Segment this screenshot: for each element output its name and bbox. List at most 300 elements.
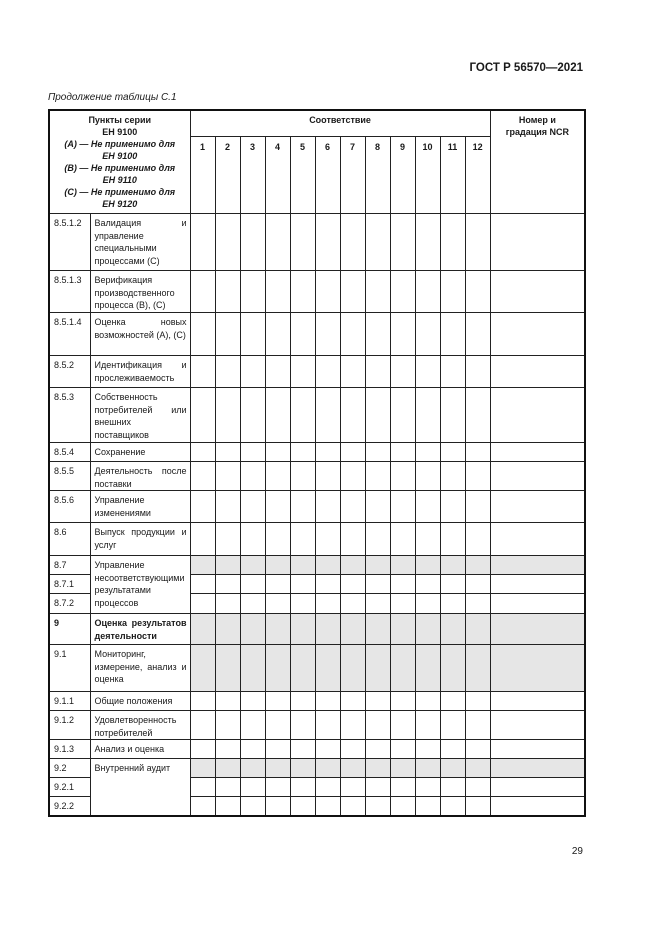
conformity-cell[interactable] bbox=[440, 462, 465, 491]
conformity-cell[interactable] bbox=[315, 443, 340, 462]
ncr-cell[interactable] bbox=[490, 759, 585, 778]
conformity-cell[interactable] bbox=[440, 740, 465, 759]
conformity-cell[interactable] bbox=[340, 491, 365, 523]
ncr-cell[interactable] bbox=[490, 313, 585, 356]
clause-code: 9.2.1 bbox=[49, 778, 90, 797]
compliance-table bbox=[48, 109, 586, 817]
conformity-cell[interactable] bbox=[390, 759, 415, 778]
conformity-cell[interactable] bbox=[340, 759, 365, 778]
conformity-cell[interactable] bbox=[240, 271, 265, 313]
conformity-cell[interactable] bbox=[440, 575, 465, 594]
conformity-cell[interactable] bbox=[315, 388, 340, 443]
conformity-cell[interactable] bbox=[240, 614, 265, 645]
conformity-cell[interactable] bbox=[190, 556, 215, 575]
note-c-line2: ЕН 9120 bbox=[102, 199, 138, 209]
conformity-cell[interactable] bbox=[365, 594, 390, 614]
conformity-cell[interactable] bbox=[190, 759, 215, 778]
conformity-cell[interactable] bbox=[415, 523, 440, 556]
ncr-cell[interactable] bbox=[490, 356, 585, 388]
conformity-cell[interactable] bbox=[240, 388, 265, 443]
conformity-number-cell: 5 bbox=[290, 136, 315, 213]
conformity-cell[interactable] bbox=[415, 594, 440, 614]
conformity-cell[interactable] bbox=[440, 443, 465, 462]
conformity-cell[interactable] bbox=[465, 692, 490, 711]
conformity-cell[interactable] bbox=[215, 797, 240, 816]
conformity-cell[interactable] bbox=[190, 797, 215, 816]
conformity-cell[interactable] bbox=[215, 740, 240, 759]
conformity-cell[interactable] bbox=[465, 556, 490, 575]
ncr-cell[interactable] bbox=[490, 614, 585, 645]
conformity-cell[interactable] bbox=[465, 356, 490, 388]
conformity-cell[interactable] bbox=[215, 462, 240, 491]
conformity-cell[interactable] bbox=[390, 645, 415, 692]
conformity-cell[interactable] bbox=[365, 523, 390, 556]
conformity-cell[interactable] bbox=[415, 443, 440, 462]
conformity-cell[interactable] bbox=[365, 759, 390, 778]
ncr-cell[interactable] bbox=[490, 740, 585, 759]
conformity-cell[interactable] bbox=[190, 778, 215, 797]
conformity-cell[interactable] bbox=[315, 356, 340, 388]
conformity-cell[interactable] bbox=[240, 740, 265, 759]
ncr-cell[interactable] bbox=[490, 575, 585, 594]
conformity-cell[interactable] bbox=[215, 523, 240, 556]
conformity-cell[interactable] bbox=[340, 778, 365, 797]
note-c-line1: (С) — Не применимо для bbox=[64, 187, 176, 197]
conformity-cell[interactable] bbox=[365, 575, 390, 594]
conformity-cell[interactable] bbox=[215, 356, 240, 388]
conformity-cell[interactable] bbox=[265, 356, 290, 388]
conformity-cell[interactable] bbox=[290, 491, 315, 523]
note-a-line1: (А) — Не применимо для bbox=[64, 139, 176, 149]
ncr-cell[interactable] bbox=[490, 711, 585, 740]
conformity-cell[interactable] bbox=[265, 556, 290, 575]
conformity-cell[interactable] bbox=[265, 523, 290, 556]
ncr-cell[interactable] bbox=[490, 214, 585, 271]
conformity-cell[interactable] bbox=[415, 491, 440, 523]
conformity-cell[interactable] bbox=[265, 692, 290, 711]
conformity-cell[interactable] bbox=[340, 388, 365, 443]
conformity-cell[interactable] bbox=[240, 443, 265, 462]
table-row bbox=[49, 388, 585, 443]
conformity-cell[interactable] bbox=[340, 313, 365, 356]
conformity-cell[interactable] bbox=[265, 778, 290, 797]
table-row bbox=[49, 692, 585, 711]
conformity-cell[interactable] bbox=[240, 556, 265, 575]
conformity-cell[interactable] bbox=[465, 759, 490, 778]
conformity-cell[interactable] bbox=[265, 462, 290, 491]
conformity-cell[interactable] bbox=[315, 645, 340, 692]
conformity-cell[interactable] bbox=[465, 462, 490, 491]
conformity-cell[interactable] bbox=[240, 594, 265, 614]
conformity-cell[interactable] bbox=[215, 614, 240, 645]
conformity-cell[interactable] bbox=[315, 614, 340, 645]
table-row bbox=[49, 759, 585, 778]
conformity-cell[interactable] bbox=[340, 740, 365, 759]
table-row bbox=[49, 556, 585, 575]
conformity-cell[interactable] bbox=[290, 271, 315, 313]
ncr-cell[interactable] bbox=[490, 797, 585, 816]
ncr-cell[interactable] bbox=[490, 443, 585, 462]
conformity-cell[interactable] bbox=[315, 759, 340, 778]
conformity-cell[interactable] bbox=[240, 462, 265, 491]
ncr-cell[interactable] bbox=[490, 271, 585, 313]
conformity-cell[interactable] bbox=[415, 575, 440, 594]
conformity-cell[interactable] bbox=[315, 462, 340, 491]
conformity-cell[interactable] bbox=[415, 692, 440, 711]
conformity-cell[interactable] bbox=[415, 313, 440, 356]
conformity-cell[interactable] bbox=[290, 523, 315, 556]
conformity-cell[interactable] bbox=[190, 313, 215, 356]
clause-description: Управление несоответствующими результатами процессов bbox=[90, 556, 190, 614]
conformity-cell[interactable] bbox=[415, 759, 440, 778]
conformity-cell[interactable] bbox=[290, 692, 315, 711]
conformity-cell[interactable] bbox=[365, 271, 390, 313]
conformity-cell[interactable] bbox=[390, 523, 415, 556]
conformity-cell[interactable] bbox=[390, 356, 415, 388]
ncr-cell[interactable] bbox=[490, 523, 585, 556]
note-b-line1: (В) — Не применимо для bbox=[64, 163, 176, 173]
conformity-cell[interactable] bbox=[440, 313, 465, 356]
conformity-cell[interactable] bbox=[390, 271, 415, 313]
conformity-cell[interactable] bbox=[190, 575, 215, 594]
ncr-cell[interactable] bbox=[490, 556, 585, 575]
conformity-cell[interactable] bbox=[440, 645, 465, 692]
conformity-cell[interactable] bbox=[415, 740, 440, 759]
conformity-cell[interactable] bbox=[440, 759, 465, 778]
conformity-cell[interactable] bbox=[440, 692, 465, 711]
conformity-cell[interactable] bbox=[415, 614, 440, 645]
clause-description: Оценка новых возможностей (А), (С) bbox=[90, 313, 190, 356]
conformity-cell[interactable] bbox=[215, 778, 240, 797]
page-number: 29 bbox=[571, 846, 583, 857]
conformity-cell[interactable] bbox=[190, 711, 215, 740]
conformity-number-cell: 8 bbox=[365, 136, 390, 213]
conformity-cell[interactable] bbox=[290, 443, 315, 462]
conformity-cell[interactable] bbox=[215, 443, 240, 462]
conformity-cell[interactable] bbox=[215, 575, 240, 594]
conformity-cell[interactable] bbox=[465, 523, 490, 556]
conformity-cell[interactable] bbox=[415, 645, 440, 692]
conformity-cell[interactable] bbox=[340, 523, 365, 556]
conformity-cell[interactable] bbox=[390, 214, 415, 271]
conformity-cell[interactable] bbox=[465, 778, 490, 797]
conformity-cell[interactable] bbox=[190, 443, 215, 462]
conformity-cell[interactable] bbox=[415, 778, 440, 797]
conformity-cell[interactable] bbox=[215, 645, 240, 692]
conformity-cell[interactable] bbox=[390, 462, 415, 491]
conformity-cell[interactable] bbox=[315, 740, 340, 759]
conformity-cell[interactable] bbox=[465, 313, 490, 356]
conformity-cell[interactable] bbox=[290, 594, 315, 614]
clause-code: 8.5.1.2 bbox=[49, 214, 90, 271]
conformity-cell[interactable] bbox=[415, 388, 440, 443]
conformity-cell[interactable] bbox=[215, 313, 240, 356]
points-column-header bbox=[49, 110, 190, 214]
conformity-cell[interactable] bbox=[340, 692, 365, 711]
conformity-cell[interactable] bbox=[265, 614, 290, 645]
conformity-cell[interactable] bbox=[365, 778, 390, 797]
conformity-cell[interactable] bbox=[465, 797, 490, 816]
conformity-cell[interactable] bbox=[465, 491, 490, 523]
conformity-cell[interactable] bbox=[390, 711, 415, 740]
conformity-cell[interactable] bbox=[465, 575, 490, 594]
conformity-cell[interactable] bbox=[190, 645, 215, 692]
ncr-header-line1: Номер и bbox=[518, 115, 556, 125]
conformity-cell[interactable] bbox=[190, 356, 215, 388]
conformity-cell[interactable] bbox=[190, 271, 215, 313]
conformity-cell[interactable] bbox=[265, 443, 290, 462]
conformity-cell[interactable] bbox=[390, 556, 415, 575]
conformity-cell[interactable] bbox=[240, 778, 265, 797]
conformity-cell[interactable] bbox=[265, 594, 290, 614]
conformity-cell[interactable] bbox=[265, 797, 290, 816]
table-row bbox=[49, 313, 585, 356]
conformity-cell[interactable] bbox=[265, 759, 290, 778]
conformity-cell[interactable] bbox=[440, 594, 465, 614]
clause-description: Мониторинг, измерение, анализ и оценка bbox=[90, 645, 190, 692]
conformity-cell[interactable] bbox=[365, 462, 390, 491]
clause-code: 9.1.1 bbox=[49, 692, 90, 711]
clause-code: 9 bbox=[49, 614, 90, 645]
note-a-line2: ЕН 9100 bbox=[102, 151, 138, 161]
conformity-cell[interactable] bbox=[240, 711, 265, 740]
conformity-cell[interactable] bbox=[365, 356, 390, 388]
conformity-cell[interactable] bbox=[390, 797, 415, 816]
conformity-number-cell: 7 bbox=[340, 136, 365, 213]
conformity-cell[interactable] bbox=[240, 692, 265, 711]
ncr-cell[interactable] bbox=[490, 462, 585, 491]
conformity-cell[interactable] bbox=[190, 740, 215, 759]
ncr-cell[interactable] bbox=[490, 388, 585, 443]
conformity-cell[interactable] bbox=[290, 214, 315, 271]
conformity-cell[interactable] bbox=[415, 462, 440, 491]
conformity-cell[interactable] bbox=[390, 614, 415, 645]
conformity-cell[interactable] bbox=[440, 388, 465, 443]
conformity-cell[interactable] bbox=[365, 313, 390, 356]
conformity-cell[interactable] bbox=[365, 388, 390, 443]
ncr-cell[interactable] bbox=[490, 645, 585, 692]
conformity-cell[interactable] bbox=[415, 214, 440, 271]
conformity-cell[interactable] bbox=[315, 214, 340, 271]
conformity-cell[interactable] bbox=[465, 271, 490, 313]
conformity-cell[interactable] bbox=[365, 614, 390, 645]
conformity-cell[interactable] bbox=[365, 556, 390, 575]
conformity-cell[interactable] bbox=[265, 491, 290, 523]
conformity-cell[interactable] bbox=[290, 575, 315, 594]
conformity-cell[interactable] bbox=[240, 523, 265, 556]
conformity-cell[interactable] bbox=[340, 462, 365, 491]
conformity-cell[interactable] bbox=[365, 645, 390, 692]
ncr-cell[interactable] bbox=[490, 778, 585, 797]
conformity-cell[interactable] bbox=[190, 388, 215, 443]
conformity-cell[interactable] bbox=[390, 778, 415, 797]
conformity-cell[interactable] bbox=[465, 711, 490, 740]
conformity-cell[interactable] bbox=[215, 214, 240, 271]
table-row bbox=[49, 271, 585, 313]
conformity-cell[interactable] bbox=[440, 711, 465, 740]
conformity-cell[interactable] bbox=[290, 711, 315, 740]
conformity-cell[interactable] bbox=[440, 797, 465, 816]
table-row bbox=[49, 740, 585, 759]
conformity-cell[interactable] bbox=[440, 271, 465, 313]
conformity-cell[interactable] bbox=[215, 692, 240, 711]
conformity-cell[interactable] bbox=[465, 740, 490, 759]
conformity-cell[interactable] bbox=[465, 645, 490, 692]
conformity-cell[interactable] bbox=[390, 443, 415, 462]
conformity-number-cell: 10 bbox=[415, 136, 440, 213]
conformity-cell[interactable] bbox=[340, 556, 365, 575]
conformity-cell[interactable] bbox=[415, 271, 440, 313]
conformity-cell[interactable] bbox=[440, 778, 465, 797]
conformity-cell[interactable] bbox=[265, 711, 290, 740]
conformity-cell[interactable] bbox=[315, 556, 340, 575]
conformity-cell[interactable] bbox=[315, 575, 340, 594]
conformity-cell[interactable] bbox=[465, 388, 490, 443]
conformity-cell[interactable] bbox=[440, 556, 465, 575]
points-header-line2: ЕН 9100 bbox=[102, 127, 138, 137]
clause-description: Управление изменениями bbox=[90, 491, 190, 523]
table-row bbox=[49, 614, 585, 645]
conformity-cell[interactable] bbox=[340, 645, 365, 692]
conformity-cell[interactable] bbox=[340, 271, 365, 313]
conformity-cell[interactable] bbox=[340, 594, 365, 614]
conformity-cell[interactable] bbox=[290, 759, 315, 778]
conformity-cell[interactable] bbox=[340, 443, 365, 462]
conformity-cell[interactable] bbox=[315, 491, 340, 523]
conformity-cell[interactable] bbox=[465, 443, 490, 462]
conformity-cell[interactable] bbox=[390, 575, 415, 594]
conformity-cell[interactable] bbox=[265, 575, 290, 594]
table-row bbox=[49, 711, 585, 740]
conformity-cell[interactable] bbox=[190, 614, 215, 645]
conformity-cell[interactable] bbox=[440, 614, 465, 645]
conformity-cell[interactable] bbox=[440, 523, 465, 556]
conformity-cell[interactable] bbox=[190, 491, 215, 523]
conformity-header: Соответствие bbox=[190, 110, 490, 136]
conformity-cell[interactable] bbox=[215, 388, 240, 443]
conformity-cell[interactable] bbox=[290, 778, 315, 797]
conformity-cell[interactable] bbox=[290, 614, 315, 645]
conformity-cell[interactable] bbox=[340, 214, 365, 271]
conformity-cell[interactable] bbox=[290, 356, 315, 388]
conformity-cell[interactable] bbox=[440, 356, 465, 388]
conformity-cell[interactable] bbox=[415, 797, 440, 816]
conformity-cell[interactable] bbox=[340, 614, 365, 645]
clause-description: Валидация и управление специальными процессами (С) bbox=[90, 214, 190, 271]
conformity-cell[interactable] bbox=[365, 214, 390, 271]
conformity-cell[interactable] bbox=[265, 645, 290, 692]
conformity-cell[interactable] bbox=[465, 594, 490, 614]
ncr-cell[interactable] bbox=[490, 692, 585, 711]
conformity-cell[interactable] bbox=[190, 462, 215, 491]
conformity-cell[interactable] bbox=[190, 214, 215, 271]
conformity-cell[interactable] bbox=[390, 692, 415, 711]
conformity-cell[interactable] bbox=[215, 491, 240, 523]
conformity-cell[interactable] bbox=[390, 491, 415, 523]
conformity-cell[interactable] bbox=[415, 356, 440, 388]
conformity-cell[interactable] bbox=[240, 797, 265, 816]
conformity-cell[interactable] bbox=[215, 594, 240, 614]
conformity-cell[interactable] bbox=[315, 594, 340, 614]
conformity-cell[interactable] bbox=[465, 614, 490, 645]
conformity-cell[interactable] bbox=[290, 462, 315, 491]
conformity-cell[interactable] bbox=[265, 313, 290, 356]
ncr-cell[interactable] bbox=[490, 594, 585, 614]
conformity-cell[interactable] bbox=[365, 711, 390, 740]
standard-designation: ГОСТ Р 56570—2021 bbox=[469, 62, 583, 74]
ncr-cell[interactable] bbox=[490, 491, 585, 523]
conformity-cell[interactable] bbox=[440, 214, 465, 271]
conformity-cell[interactable] bbox=[465, 214, 490, 271]
conformity-cell[interactable] bbox=[315, 692, 340, 711]
conformity-cell[interactable] bbox=[365, 443, 390, 462]
conformity-cell[interactable] bbox=[190, 523, 215, 556]
conformity-cell[interactable] bbox=[415, 556, 440, 575]
points-header-line1: Пункты серии bbox=[88, 115, 152, 125]
conformity-cell[interactable] bbox=[365, 740, 390, 759]
conformity-cell[interactable] bbox=[290, 797, 315, 816]
conformity-cell[interactable] bbox=[315, 271, 340, 313]
conformity-cell[interactable] bbox=[190, 692, 215, 711]
conformity-cell[interactable] bbox=[190, 594, 215, 614]
conformity-cell[interactable] bbox=[290, 645, 315, 692]
conformity-cell[interactable] bbox=[365, 692, 390, 711]
conformity-cell[interactable] bbox=[240, 491, 265, 523]
conformity-cell[interactable] bbox=[240, 313, 265, 356]
conformity-cell[interactable] bbox=[390, 594, 415, 614]
conformity-cell[interactable] bbox=[390, 388, 415, 443]
conformity-cell[interactable] bbox=[315, 313, 340, 356]
conformity-cell[interactable] bbox=[265, 214, 290, 271]
conformity-cell[interactable] bbox=[215, 271, 240, 313]
conformity-number-cell: 6 bbox=[315, 136, 340, 213]
conformity-cell[interactable] bbox=[340, 356, 365, 388]
conformity-number-cell: 9 bbox=[390, 136, 415, 213]
conformity-cell[interactable] bbox=[290, 313, 315, 356]
conformity-cell[interactable] bbox=[365, 797, 390, 816]
conformity-cell[interactable] bbox=[365, 491, 390, 523]
conformity-cell[interactable] bbox=[290, 388, 315, 443]
conformity-cell[interactable] bbox=[265, 740, 290, 759]
conformity-cell[interactable] bbox=[215, 556, 240, 575]
conformity-cell[interactable] bbox=[290, 740, 315, 759]
clause-description: Собственность потребителей или внешних поставщиков bbox=[90, 388, 190, 443]
conformity-cell[interactable] bbox=[215, 711, 240, 740]
conformity-cell[interactable] bbox=[240, 645, 265, 692]
conformity-cell[interactable] bbox=[265, 388, 290, 443]
conformity-cell[interactable] bbox=[240, 356, 265, 388]
clause-code: 8.5.2 bbox=[49, 356, 90, 388]
conformity-cell[interactable] bbox=[240, 214, 265, 271]
conformity-cell[interactable] bbox=[240, 759, 265, 778]
conformity-cell[interactable] bbox=[340, 575, 365, 594]
conformity-cell[interactable] bbox=[340, 711, 365, 740]
conformity-cell[interactable] bbox=[215, 759, 240, 778]
conformity-cell[interactable] bbox=[315, 797, 340, 816]
conformity-cell[interactable] bbox=[315, 778, 340, 797]
conformity-cell[interactable] bbox=[290, 556, 315, 575]
conformity-cell[interactable] bbox=[390, 740, 415, 759]
conformity-cell[interactable] bbox=[340, 797, 365, 816]
conformity-cell[interactable] bbox=[390, 313, 415, 356]
conformity-cell[interactable] bbox=[265, 271, 290, 313]
conformity-cell[interactable] bbox=[315, 523, 340, 556]
conformity-number-cell: 4 bbox=[265, 136, 290, 213]
conformity-cell[interactable] bbox=[440, 491, 465, 523]
conformity-cell[interactable] bbox=[415, 711, 440, 740]
conformity-cell[interactable] bbox=[240, 575, 265, 594]
conformity-cell[interactable] bbox=[315, 711, 340, 740]
